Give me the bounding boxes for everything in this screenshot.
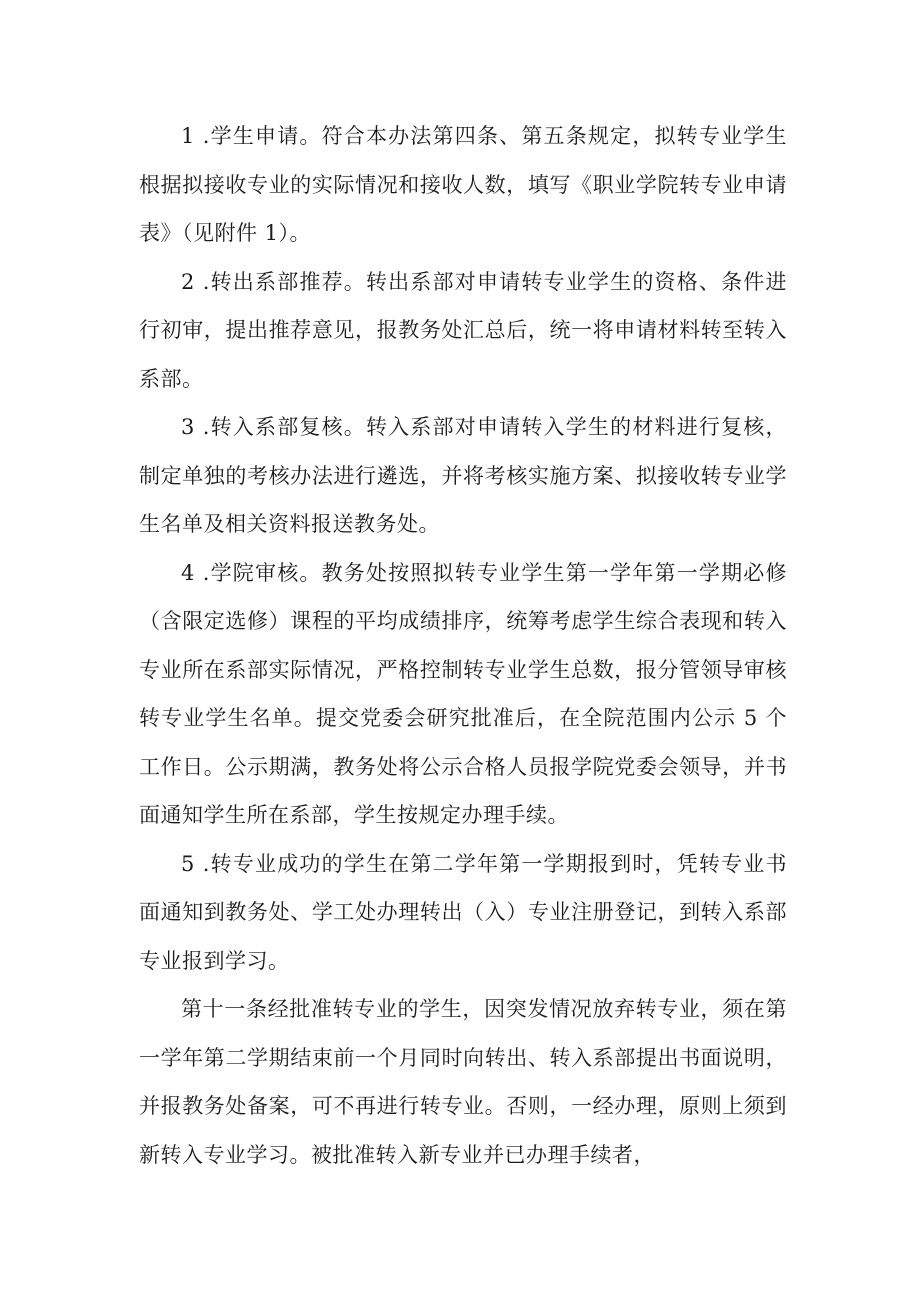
paragraph-article-11: 第十一条经批准转专业的学生，因突发情况放弃转专业，须在第一学年第二学期结束前一个月同时向转出、转入系部提出书面说明，并报教务处备案，可不再进行转专业。否则，一经办理，原则上须到新转入专业学习。被批准转入新专业并已办理手续者， [139, 997, 787, 1167]
paragraph-step-2: 2 .转出系部推荐。转出系部对申请转专业学生的资格、条件进行初审，提出推荐意见，报教务处汇总后，统一将申请材料转至转入系部。 [139, 269, 787, 391]
document-body [139, 112, 787, 1179]
paragraph-step-4: 4 .学院审核。教务处按照拟转专业学生第一学年第一学期必修（含限定选修）课程的平均成绩排序，统筹考虑学生综合表现和转入专业所在系部实际情况，严格控制转专业学生总数，报分管领导审核转专业学生名单。提交党委会研究批准后，在全院范围内公示 5 个工作日。公示期满，教务处将公示合格人员报学院党委会领导，并书面通知学生所在系部，学生按规定办理手续。 [139, 560, 787, 827]
paragraph-step-3: 3 .转入系部复核。转入系部对申请转入学生的材料进行复核，制定单独的考核办法进行遴选，并将考核实施方案、拟接收转专业学生名单及相关资料报送教务处。 [139, 415, 787, 536]
paragraph-step-5: 5 .转专业成功的学生在第二学年第一学期报到时，凭转专业书面通知到教务处、学工处办理转出（入）专业注册登记，到转入系部专业报到学习。 [139, 851, 787, 973]
paragraph-step-1: 1 .学生申请。符合本办法第四条、第五条规定，拟转专业学生根据拟接收专业的实际情况和接收人数，填写《职业学院转专业申请表》（见附件 1）。 [139, 124, 787, 245]
